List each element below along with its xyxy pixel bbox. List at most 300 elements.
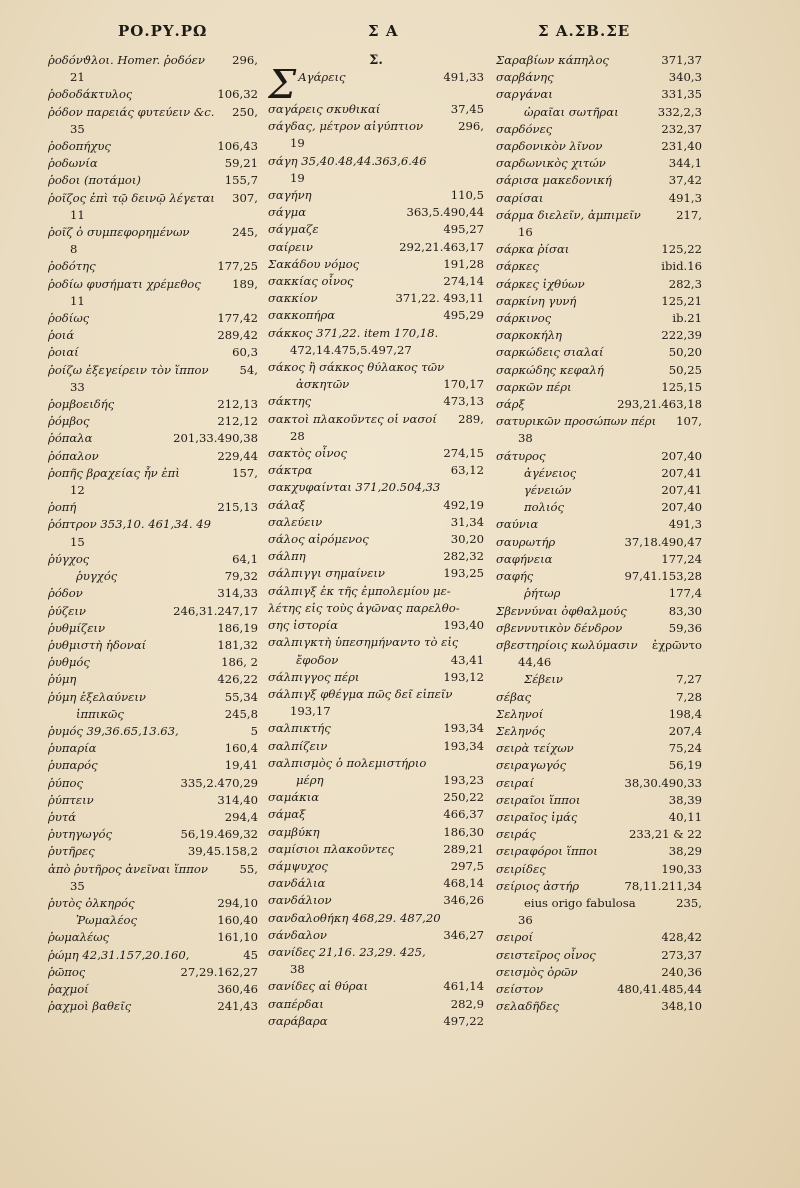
entry-term: σαρκῶν πέρι [496, 379, 572, 394]
entry-reference: 50,25 [668, 362, 702, 377]
entry-term: σάκτρα [268, 463, 313, 478]
index-entry [48, 413, 258, 430]
index-entry [268, 617, 484, 634]
index-entry [48, 362, 258, 379]
entry-term: σακτοὶ πλακοῦντες οἱ νασοί [268, 411, 437, 426]
entry-reference: 40,11 [668, 809, 702, 824]
index-entry [496, 362, 702, 379]
entry-term: σαρκώδεις σιαλαί [496, 345, 604, 360]
entry-continuation: 472,14.475,5.497,27 [290, 342, 412, 357]
entry-term: σανδάλια [268, 876, 326, 891]
entry-term: σειραῖος ἱμάς [496, 809, 578, 824]
entry-reference: 245,8 [224, 706, 258, 721]
index-entry [48, 826, 258, 843]
entry-term: σάγη 35,40.48,44.363,6.46 [268, 153, 427, 168]
index-entry [268, 875, 484, 892]
index-entry [48, 258, 258, 275]
entry-reference: ibid.16 [661, 259, 702, 274]
index-entry [48, 809, 258, 826]
index-entry [496, 740, 702, 757]
index-entry [48, 344, 258, 361]
index-entry [48, 861, 258, 878]
entry-reference: 371,22. 493,11 [395, 291, 484, 306]
entry-term: ῥωμαλέως [48, 930, 110, 945]
entry-term: σάμψυχος [268, 858, 328, 873]
entry-reference: 201,33.490,38 [173, 431, 258, 446]
entry-term: ῥύγχος [48, 551, 90, 566]
index-entry [496, 190, 702, 207]
entry-reference: 282,3 [668, 276, 702, 291]
entry-reference: 39,45.158,2 [187, 844, 258, 859]
entry-reference: 161,10 [217, 930, 258, 945]
entry-reference: 186, 2 [221, 655, 258, 670]
header-left: ΡΟ.ΡΥ.ΡΩ [118, 22, 208, 40]
index-entry [48, 276, 258, 293]
entry-reference: 331,35 [661, 87, 702, 102]
entry-reference: 348,10 [661, 999, 702, 1014]
entry-term: ἀσκητῶν [296, 377, 350, 392]
entry-reference: 233,21 & 22 [628, 827, 702, 842]
entry-reference: 193,25 [443, 566, 484, 581]
entry-continuation: 35 [70, 121, 85, 136]
index-entry [268, 755, 484, 772]
entry-term: σάλπιγγος πέρι [268, 669, 360, 684]
entry-reference: 5 [250, 723, 258, 738]
entry-reference: 340,3 [668, 70, 702, 85]
entry-reference: 344,1 [668, 156, 702, 171]
index-entry [496, 878, 702, 895]
entry-reference: 231,40 [661, 139, 702, 154]
index-entry [48, 620, 258, 637]
entry-reference: 189, [232, 276, 258, 291]
entry-term: ἔφοδον [296, 652, 339, 667]
entry-term: ῥόμβος [48, 414, 90, 429]
entry-term: ῥοδόνϑλοι. Homer. ῥοδόεν [48, 53, 205, 67]
entry-term: σακκοπήρα [268, 308, 336, 323]
entry-term: σείριος ἀστήρ [496, 878, 580, 893]
entry-reference: 37,42 [668, 173, 702, 188]
index-entry [268, 548, 484, 565]
entry-term: σαλπιγκτὴ ὑπεσημήναντο τὸ εἰς [268, 635, 459, 650]
index-entry [48, 895, 258, 912]
entry-term: σαράβαρα [268, 1013, 328, 1028]
entry-reference: 155,7 [224, 173, 258, 188]
entry-term: σαφήνεια [496, 551, 553, 566]
entry-reference: 466,37 [443, 807, 484, 822]
entry-term: σαύνια [496, 517, 539, 532]
index-entry [268, 927, 484, 944]
entry-term: σάρκινος [496, 311, 552, 326]
entry-reference: 106,32 [217, 87, 258, 102]
entry-reference: 31,34 [450, 514, 484, 529]
entry-term: ῥοιά [48, 328, 75, 343]
entry-term: σάτυρος [496, 448, 546, 463]
entry-continuation: 15 [70, 534, 85, 549]
entry-reference: 125,15 [661, 379, 702, 394]
entry-term: ῥοιαί [48, 345, 79, 360]
entry-reference: 7,27 [676, 672, 702, 687]
entry-reference: 207,41 [661, 483, 702, 498]
entry-term: ῥοδοπήχυς [48, 139, 111, 154]
index-entry [268, 824, 484, 841]
entry-term: σαρβάνης [496, 70, 554, 85]
index-entry [268, 910, 484, 927]
index-entry [496, 241, 702, 258]
index-entry [496, 448, 702, 465]
entry-term: σάλπιγγι σημαίνειν [268, 566, 385, 581]
entry-reference: 38,39 [668, 792, 702, 807]
entry-reference: 59,21 [224, 156, 258, 171]
index-entry [48, 723, 258, 740]
entry-term: σατυρικῶν προσώπων πέρι [496, 414, 657, 429]
entry-reference: 491,3 [668, 190, 702, 205]
index-entry [496, 775, 702, 792]
entry-reference: 491,3 [668, 517, 702, 532]
index-entry [496, 843, 702, 860]
entry-reference: 193,12 [443, 669, 484, 684]
index-entry [268, 669, 484, 686]
entry-term: σάνδαλον [268, 927, 327, 942]
index-entry [268, 221, 484, 238]
entry-reference: 45 [243, 947, 258, 962]
index-entry [48, 585, 258, 602]
entry-term: ῥυτῆρες [48, 844, 95, 859]
index-entry [268, 772, 484, 789]
entry-reference: 232,37 [661, 121, 702, 136]
entry-term: σαλπίζειν [268, 738, 328, 753]
entry-term: ῥόδον [48, 586, 83, 601]
entry-reference: 54, [239, 362, 258, 377]
entry-term: σειροί [496, 930, 534, 945]
entry-term: σβεννυτικὸν δένδρον [496, 620, 623, 635]
index-entry [48, 740, 258, 757]
entry-reference: 78,11.211,34 [624, 878, 702, 893]
entry-reference: 19,41 [224, 758, 258, 773]
index-entry [496, 723, 702, 740]
entry-term: σακκίον [268, 291, 318, 306]
index-entry [496, 276, 702, 293]
index-entry [496, 861, 702, 878]
entry-reference: 245, [232, 225, 258, 240]
index-column-1 [48, 52, 258, 1015]
index-entry [268, 858, 484, 875]
index-entry [496, 757, 702, 774]
entry-reference: 160,4 [224, 741, 258, 756]
entry-reference: 177,25 [217, 259, 258, 274]
entry-reference: 360,46 [217, 981, 258, 996]
index-entry [268, 841, 484, 858]
entry-term: σεισμὸς ὀρῶν [496, 964, 578, 979]
entry-reference: 198,4 [668, 706, 702, 721]
index-entry [48, 568, 258, 585]
index-entry [496, 293, 702, 310]
entry-reference: 235, [676, 895, 702, 910]
entry-reference: 27,29.162,27 [180, 964, 258, 979]
entry-term: ῥυτὸς ὁλκηρός [48, 895, 135, 910]
entry-reference: 335,2.470,29 [180, 775, 258, 790]
entry-term: σειραγωγός [496, 758, 567, 773]
index-entry [268, 531, 484, 548]
index-entry [48, 190, 258, 207]
entry-term: ῥυτηγωγός [48, 827, 113, 842]
index-entry [496, 379, 702, 396]
index-entry [48, 448, 258, 465]
index-entry [268, 359, 484, 376]
index-entry [48, 310, 258, 327]
index-entry [268, 411, 484, 428]
entry-continuation: 44,46 [518, 655, 552, 670]
entry-term: ῥοδωνία [48, 156, 98, 171]
entry-term: Ῥωμαλέος [76, 913, 138, 928]
index-entry [496, 207, 702, 224]
entry-term: σακκίας οἶνος [268, 274, 354, 289]
index-entry [268, 978, 484, 995]
entry-reference: 289, [458, 411, 484, 426]
entry-term: ῥυθμός [48, 655, 90, 670]
entry-term: σάμαξ [268, 807, 306, 822]
entry-term: ῥύπος [48, 775, 83, 790]
entry-term: ῥῶπος [48, 964, 86, 979]
entry-term: σανδαλοθήκη 468,29. 487,20 [268, 910, 441, 925]
index-entry [496, 568, 702, 585]
index-entry [496, 998, 702, 1015]
entry-term: πολιός [524, 500, 564, 515]
index-entry [48, 671, 258, 688]
entry-term: ῥυθμίζειν [48, 620, 106, 635]
entry-term: σαργάναι [496, 87, 553, 102]
index-entry [268, 789, 484, 806]
entry-term: ῥοδοι (ποτάμοι) [48, 173, 141, 188]
entry-term: σαρδωνικὸς χιτών [496, 156, 606, 171]
index-entry [268, 445, 484, 462]
entry-reference: 193,34 [443, 721, 484, 736]
entry-continuation: 38 [290, 962, 305, 977]
entry-reference: 426,22 [217, 672, 258, 687]
entry-continuation: 8 [70, 242, 78, 257]
index-entry [268, 239, 484, 256]
entry-continuation: 19 [290, 136, 305, 151]
entry-term: σαρκοκήλη [496, 328, 562, 343]
entry-term: ῥύπτειν [48, 792, 94, 807]
index-entry [496, 86, 702, 103]
entry-term: ὡραῖαι σωτῆραι [524, 104, 619, 119]
index-entry [496, 327, 702, 344]
entry-term: ῥυμός 39,36.65,13.63, [48, 723, 179, 738]
entry-term: ἀγένειος [524, 465, 577, 480]
index-entry [48, 516, 258, 533]
entry-reference: 274,14 [443, 274, 484, 289]
index-entry [268, 652, 484, 669]
entry-term: μέρη [296, 772, 324, 787]
entry-term: ῥήτωρ [524, 586, 561, 601]
entry-term: σακτὸς οἶνος [268, 446, 347, 461]
entry-reference: 296, [458, 119, 484, 134]
entry-continuation: 193,17 [290, 704, 331, 719]
entry-reference: 212,13 [217, 397, 258, 412]
entry-reference: 110,5 [450, 188, 484, 203]
entry-reference: 274,15 [443, 446, 484, 461]
entry-term: σαμάκια [268, 790, 320, 805]
entry-term: ῥοδίω φυσήματι χρέμεθος [48, 276, 201, 291]
entry-term: σάρμα διελεῖν, ἀμπιμεῖν [496, 207, 641, 222]
entry-reference: 190,33 [661, 861, 702, 876]
index-entry [48, 430, 258, 447]
entry-reference: 107, [676, 414, 702, 429]
entry-reference: 177,4 [668, 586, 702, 601]
entry-reference: 492,19 [443, 497, 484, 512]
index-entry [268, 892, 484, 909]
index-entry [268, 187, 484, 204]
entry-reference: 217, [676, 207, 702, 222]
section-letter: Σ. [369, 53, 383, 68]
running-header [0, 22, 800, 48]
entry-reference: 125,21 [661, 293, 702, 308]
index-entry [268, 497, 484, 514]
entry-term: Σαραβίων κάπηλος [496, 53, 609, 67]
entry-term: ῥοπή [48, 500, 77, 515]
entry-term: ἀπὸ ῥυτῆρος ἀνεῖναι ἵππον [48, 861, 208, 876]
entry-term: σαλπισμὸς ὁ πολεμιστήριο [268, 755, 427, 770]
entry-term: σάρκες ἰχθύων [496, 276, 585, 291]
entry-reference: 495,29 [443, 308, 484, 323]
entry-term: σαρκώδης κεφαλή [496, 362, 604, 377]
entry-continuation: 11 [70, 207, 85, 222]
entry-reference: ἐχρῶντο [652, 637, 702, 652]
entry-reference: 292,21.463,17 [399, 239, 484, 254]
index-entry [496, 637, 702, 654]
entry-term: ῥυπαρία [48, 741, 97, 756]
entry-reference: 59,36 [668, 620, 702, 635]
index-entry [48, 52, 258, 69]
index-entry [48, 155, 258, 172]
index-entry [268, 393, 484, 410]
entry-term: σαρκίνη γυνή [496, 293, 577, 308]
entry-reference: 371,37 [661, 53, 702, 67]
entry-reference: 193,40 [443, 618, 484, 633]
entry-term: σαρίσαι [496, 190, 544, 205]
entry-continuation: 11 [70, 293, 85, 308]
entry-term: ῥόδον παρειάς φυτεύειν &c. [48, 104, 215, 119]
entry-reference: 97,41.153,28 [624, 569, 702, 584]
entry-reference: 64,1 [232, 551, 258, 566]
entry-reference: 495,27 [443, 222, 484, 237]
entry-term: σειστεῖρος οἶνος [496, 947, 596, 962]
index-entry [48, 998, 258, 1015]
entry-reference: 170,17 [443, 377, 484, 392]
entry-reference: 296, [232, 53, 258, 67]
entry-reference: 75,24 [668, 741, 702, 756]
entry-reference: 125,22 [661, 242, 702, 257]
entry-reference: 56,19.469,32 [180, 827, 258, 842]
entry-reference: 63,12 [450, 463, 484, 478]
index-entry [496, 620, 702, 637]
index-entry [496, 981, 702, 998]
index-entry [496, 671, 702, 688]
index-entry [496, 121, 702, 138]
entry-term: σαρδόνες [496, 121, 553, 136]
entry-term: σάγδας, μέτρον αἰγύπτιον [268, 119, 424, 134]
index-entry [268, 462, 484, 479]
index-entry [48, 603, 258, 620]
entry-term: Σέβειν [524, 672, 563, 687]
entry-term: ῥύμη ἐξελαύνειν [48, 689, 146, 704]
entry-reference: 294,4 [224, 809, 258, 824]
entry-reference: 207,40 [661, 500, 702, 515]
entry-reference: 491,33 [443, 70, 484, 84]
index-entry [48, 172, 258, 189]
entry-reference: 83,30 [668, 603, 702, 618]
index-entry [268, 376, 484, 393]
index-entry [496, 310, 702, 327]
entry-term: σαρδονικὸν λῖνον [496, 139, 603, 154]
entry-reference: 60,3 [232, 345, 258, 360]
entry-term: Σακάδου νόμος [268, 256, 360, 271]
entry-term: σακχυφαίνται 371,20.504,33 [268, 480, 441, 495]
entry-term: σβεστηρίοις κωλύμασιν [496, 637, 638, 652]
entry-term: σάγμα [268, 205, 307, 220]
index-entry [48, 757, 258, 774]
index-entry [496, 585, 702, 602]
entry-term: σειρίδες [496, 861, 546, 876]
entry-reference: 37,45 [450, 102, 484, 116]
entry-reference: 250,22 [443, 790, 484, 805]
entry-reference: 106,43 [217, 139, 258, 154]
entry-reference: 181,32 [217, 637, 258, 652]
entry-reference: 157, [232, 465, 258, 480]
entry-reference: 55,34 [224, 689, 258, 704]
entry-term: σάλος αἰρόμενος [268, 532, 369, 547]
entry-term: ῥοδότης [48, 259, 96, 274]
entry-continuation: 38 [518, 431, 533, 446]
entry-term: ῥομβοειδής [48, 397, 115, 412]
entry-term: σάκος ἢ σάκκος θύλακος τῶν [268, 360, 445, 375]
entry-term: ῥοπῆς βραχείας ἦν ἐπὶ [48, 465, 180, 480]
index-entry [496, 482, 702, 499]
entry-term: σάγμαζε [268, 222, 319, 237]
index-entry [268, 583, 484, 600]
entry-term: σάκτης [268, 394, 312, 409]
index-entry [48, 499, 258, 516]
entry-term: σελαδῆδες [496, 999, 559, 1014]
entry-continuation: 19 [290, 170, 305, 185]
entry-continuation: 33 [70, 379, 85, 394]
index-entry [496, 809, 702, 826]
index-entry [48, 964, 258, 981]
entry-term: σέβας [496, 689, 532, 704]
entry-term: ῥοῖζος ἐπὶ τῷ δεινῷ λέγεται [48, 190, 215, 205]
entry-term: σείστον [496, 981, 544, 996]
entry-reference: 7,28 [676, 689, 702, 704]
index-entry [48, 396, 258, 413]
entry-term: σειραφόροι ἵπποι [496, 844, 598, 859]
entry-reference: 314,33 [217, 586, 258, 601]
entry-term: ῥόπαλα [48, 431, 93, 446]
index-entry [496, 895, 702, 912]
index-entry [268, 634, 484, 651]
index-column-3 [496, 52, 702, 1015]
entry-reference: 428,42 [661, 930, 702, 945]
entry-term: σαλεύειν [268, 514, 323, 529]
entry-term: σάλπιγξ ἐκ τῆς ἐμπολεμίου με- [268, 583, 451, 598]
index-entry [268, 325, 484, 342]
index-entry [48, 637, 258, 654]
index-entry [268, 101, 484, 118]
entry-term: σαμίσιοι πλακοῦντες [268, 841, 395, 856]
entry-reference: 473,13 [443, 394, 484, 409]
entry-reference: 193,23 [443, 772, 484, 787]
index-entry [48, 947, 258, 964]
entry-reference: 294,10 [217, 895, 258, 910]
